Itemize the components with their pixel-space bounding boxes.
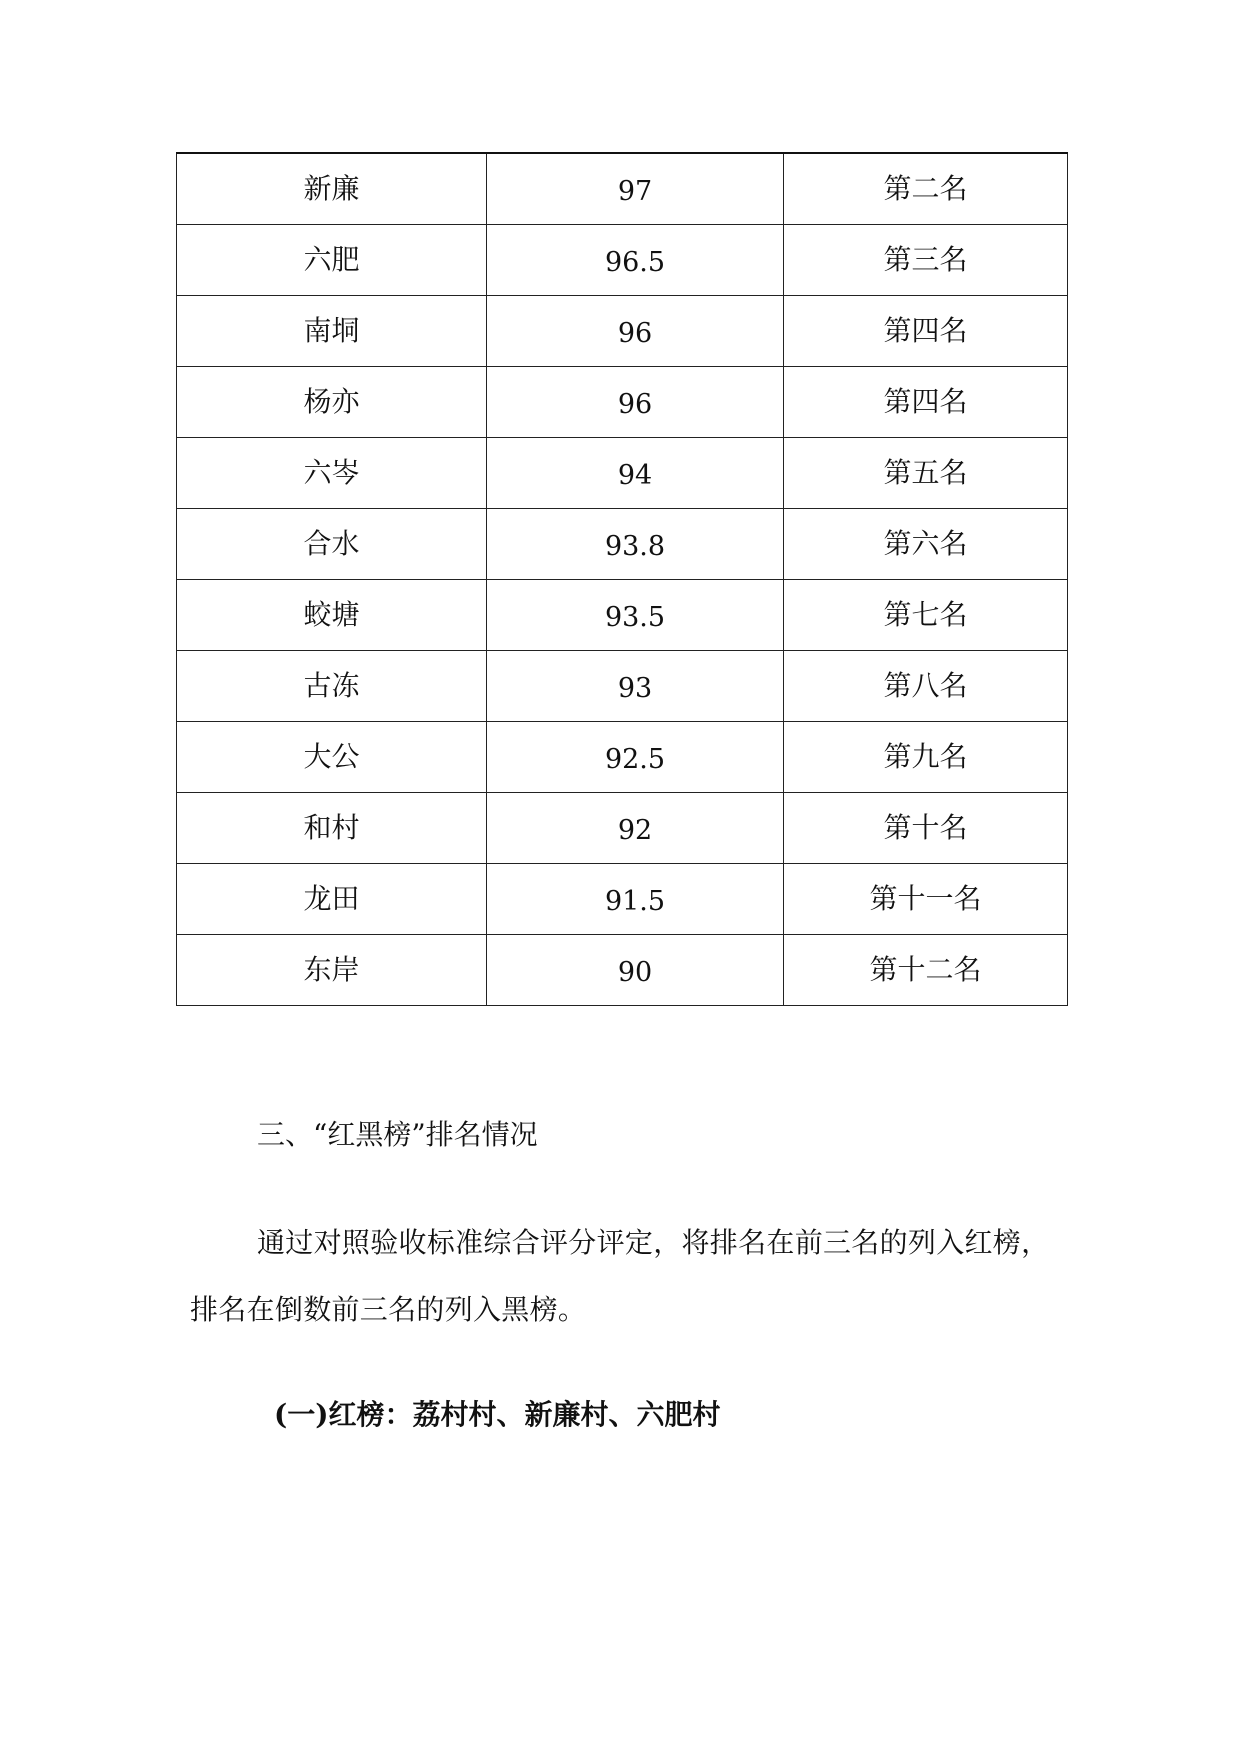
village-cell: 蛟塘: [177, 580, 487, 651]
table-row: [177, 225, 1068, 296]
score-cell: 94: [487, 438, 784, 509]
table-row: [177, 580, 1068, 651]
body-text-line-2: 排名在倒数前三名的列入黑榜。: [190, 1293, 587, 1326]
rank-cell: 第二名: [784, 153, 1068, 225]
village-cell: 东岸: [177, 935, 487, 1006]
village-cell: 南垌: [177, 296, 487, 367]
rank-cell: 第六名: [784, 509, 1068, 580]
table-row: [177, 153, 1068, 225]
score-cell: 92.5: [487, 722, 784, 793]
table-row: [177, 367, 1068, 438]
rank-cell: 第十一名: [784, 864, 1068, 935]
section-heading: 三、“红黑榜”排名情况: [257, 1118, 538, 1151]
village-cell: 新廉: [177, 153, 487, 225]
village-cell: 合水: [177, 509, 487, 580]
score-cell: 96: [487, 367, 784, 438]
score-cell: 97: [487, 153, 784, 225]
score-cell: 93: [487, 651, 784, 722]
rank-cell: 第三名: [784, 225, 1068, 296]
rank-cell: 第九名: [784, 722, 1068, 793]
red-list-subheading: (一)红榜：荔村村、新廉村、六肥村: [274, 1398, 721, 1431]
rank-cell: 第四名: [784, 296, 1068, 367]
table-row: [177, 864, 1068, 935]
table-row: [177, 793, 1068, 864]
ranking-table: [176, 152, 1068, 1006]
village-cell: 古冻: [177, 651, 487, 722]
score-cell: 93.5: [487, 580, 784, 651]
village-cell: 和村: [177, 793, 487, 864]
village-cell: 杨亦: [177, 367, 487, 438]
table-row: [177, 651, 1068, 722]
village-cell: 龙田: [177, 864, 487, 935]
score-cell: 96.5: [487, 225, 784, 296]
village-cell: 六肥: [177, 225, 487, 296]
score-cell: 90: [487, 935, 784, 1006]
village-cell: 大公: [177, 722, 487, 793]
score-cell: 92: [487, 793, 784, 864]
rank-cell: 第四名: [784, 367, 1068, 438]
table-row: [177, 296, 1068, 367]
rank-cell: 第十名: [784, 793, 1068, 864]
rank-cell: 第五名: [784, 438, 1068, 509]
table-row: [177, 438, 1068, 509]
table-row: [177, 935, 1068, 1006]
table-row: [177, 722, 1068, 793]
rank-cell: 第七名: [784, 580, 1068, 651]
rank-cell: 第八名: [784, 651, 1068, 722]
body-text-line-1: 通过对照验收标准综合评分评定，将排名在前三名的列入红榜，: [257, 1226, 1050, 1259]
table-row: [177, 509, 1068, 580]
score-cell: 91.5: [487, 864, 784, 935]
village-cell: 六岑: [177, 438, 487, 509]
rank-cell: 第十二名: [784, 935, 1068, 1006]
score-cell: 93.8: [487, 509, 784, 580]
score-cell: 96: [487, 296, 784, 367]
